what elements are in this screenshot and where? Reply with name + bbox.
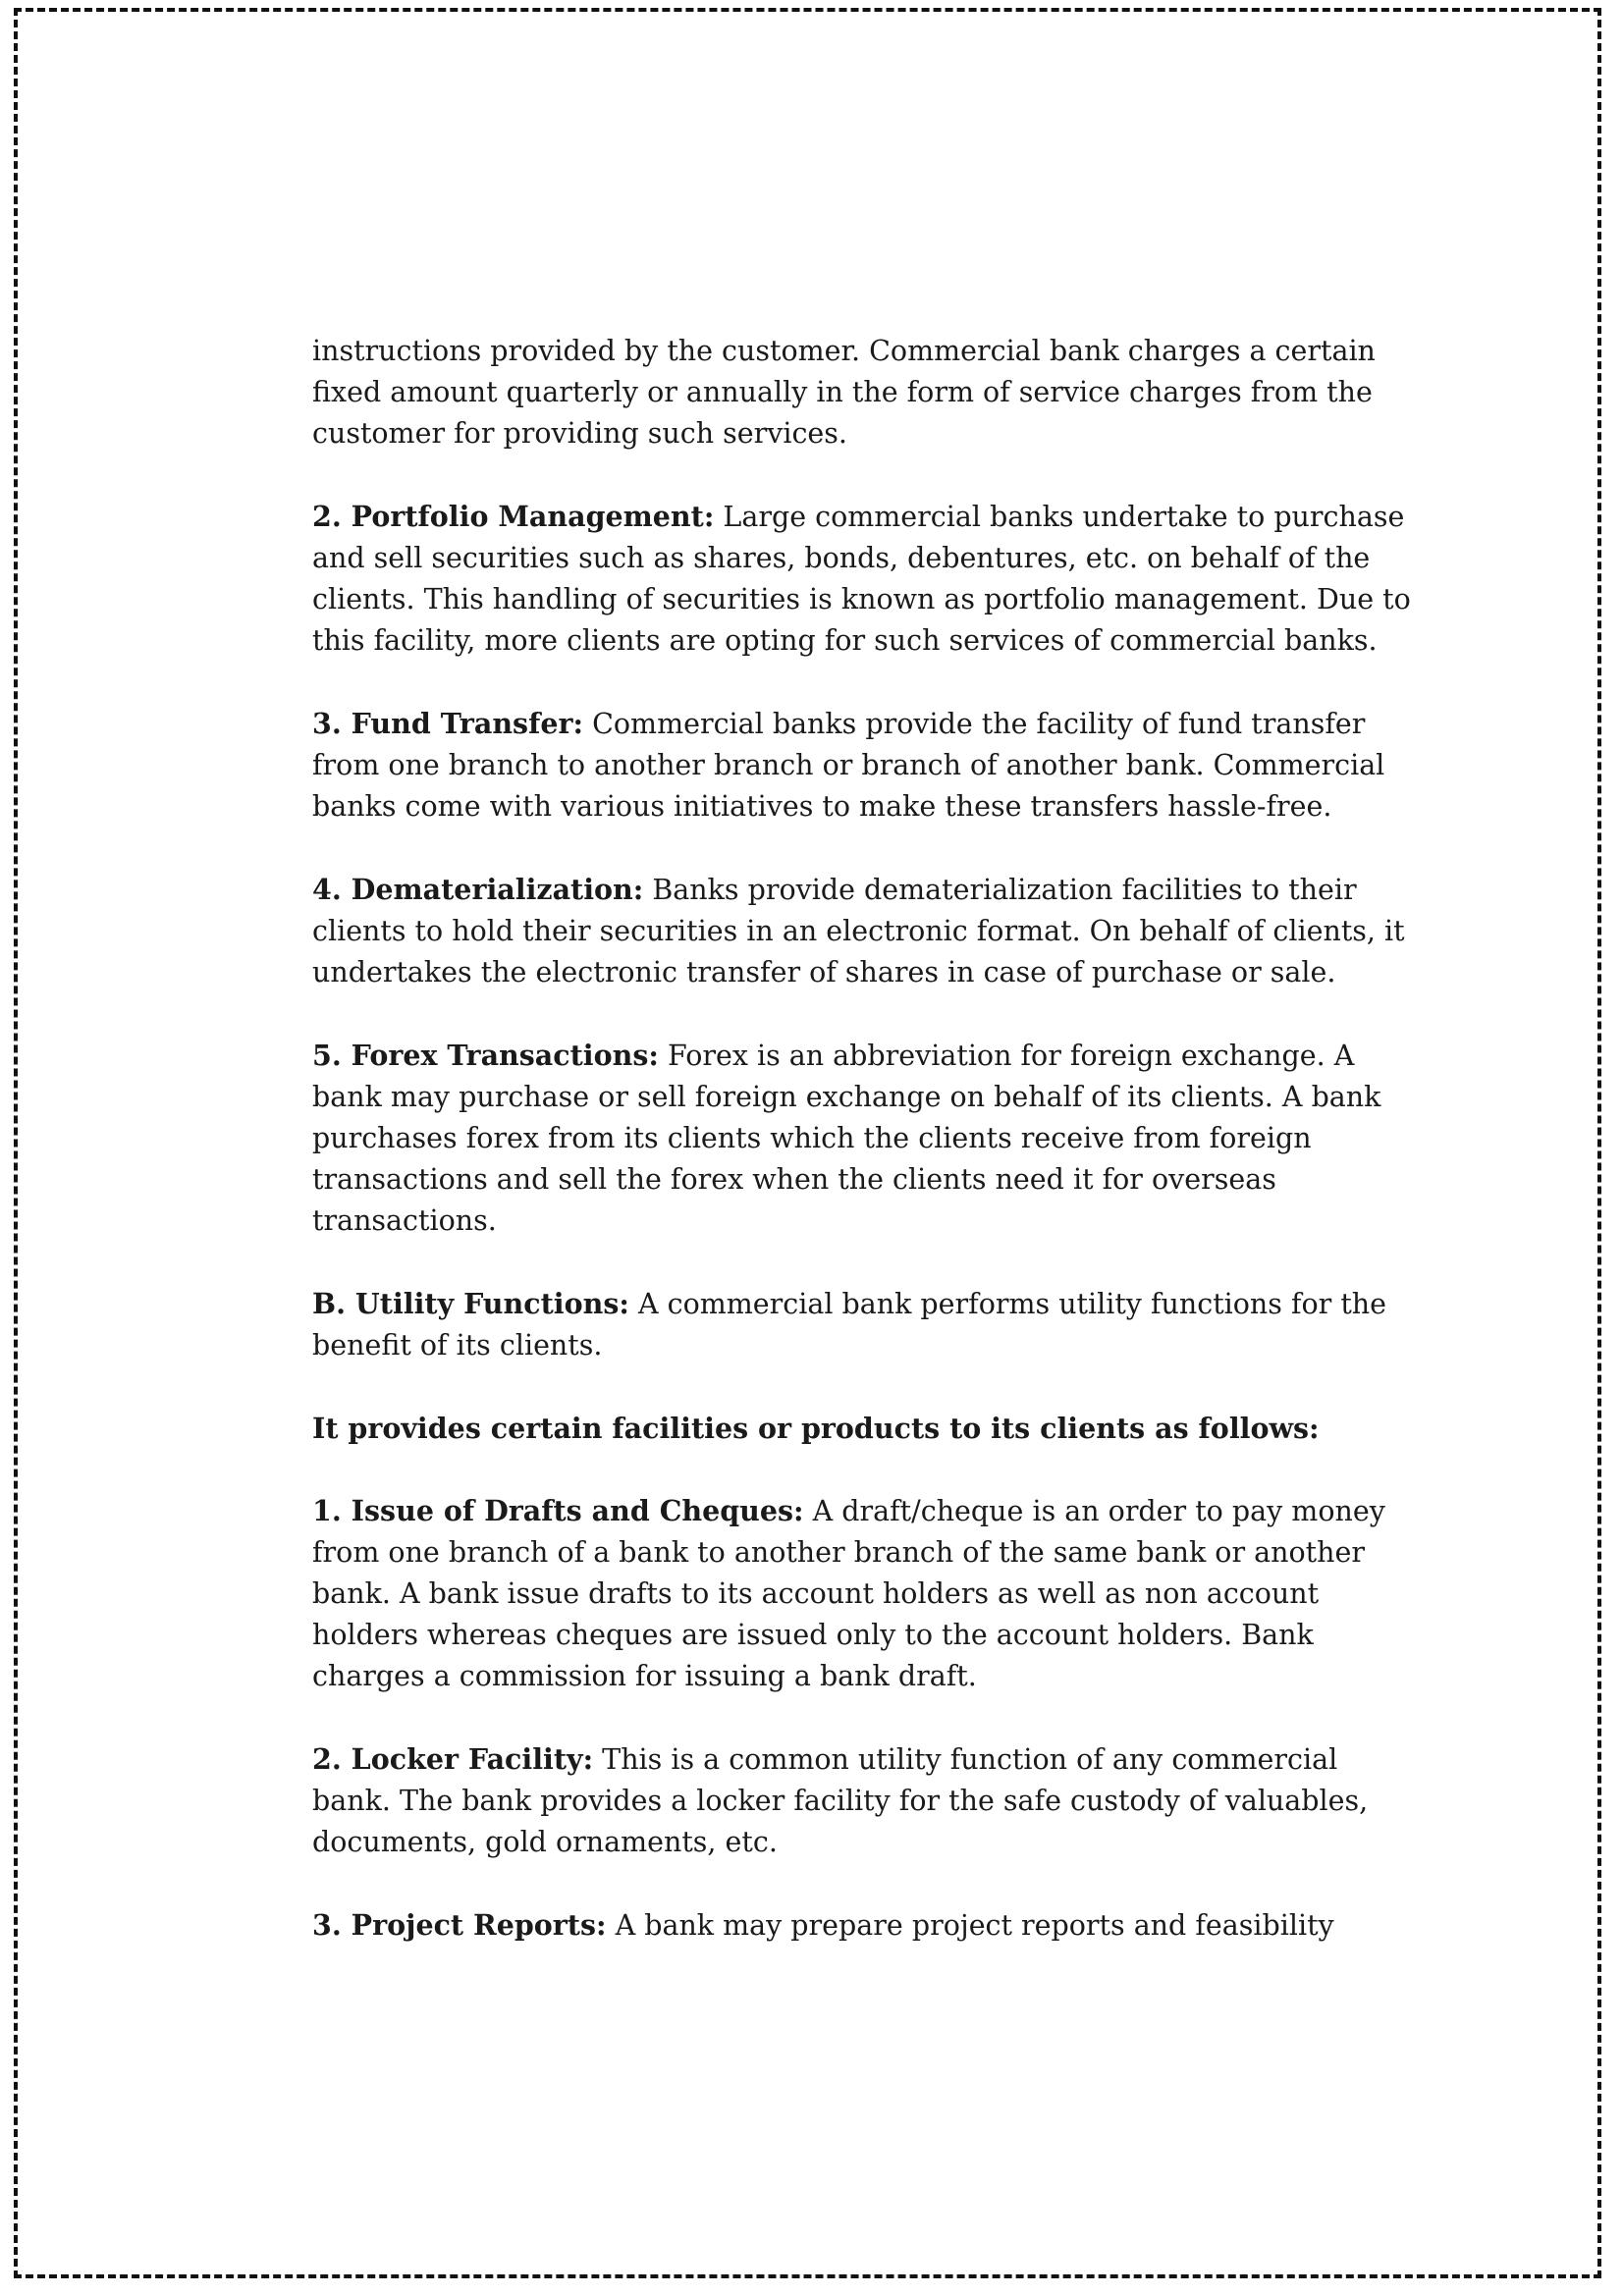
paragraph-service-charges (312, 331, 1412, 454)
paragraph-term: 3. Project Reports: (312, 1908, 607, 1942)
paragraph-dematerialization (312, 869, 1412, 993)
paragraph-project-reports (312, 1904, 1412, 1947)
document-body (312, 331, 1412, 1988)
paragraph-term: B. Utility Functions: (312, 1287, 629, 1320)
paragraph-forex-transactions (312, 1035, 1412, 1242)
paragraph-text: Commercial banks provide the facility of fund transfer from one branch to another branch or branch of another bank. Commercial banks come with various initiatives to make these transfers hassle-free. (312, 708, 1385, 823)
paragraph-term: 3. Fund Transfer: (312, 707, 584, 740)
paragraph-text: Forex is an abbreviation for foreign exchange. A bank may purchase or sell foreign exchange on behalf of its clients. A bank purchases forex from its clients which the clients receive from foreign transactions and sell the forex when the clients need it for overseas transactions. (312, 1040, 1381, 1237)
paragraph-term: 4. Dematerialization: (312, 873, 644, 906)
paragraph-text: instructions provided by the customer. Commercial bank charges a certain fixed amount quarterly or annually in the form of service charges from the customer for providing such services. (312, 335, 1376, 450)
paragraph-text: A bank may prepare project reports and feasibility (606, 1909, 1334, 1942)
paragraph-utility-functions (312, 1283, 1412, 1366)
paragraph-term: 1. Issue of Drafts and Cheques: (312, 1494, 804, 1527)
paragraph-term: 5. Forex Transactions: (312, 1039, 659, 1072)
paragraph-fund-transfer (312, 703, 1412, 828)
paragraph-drafts-and-cheques (312, 1490, 1412, 1697)
paragraph-text: A commercial bank performs utility functions for the benefit of its clients. (312, 1288, 1387, 1362)
section-heading-text: It provides certain facilities or products to its clients as follows: (312, 1412, 1320, 1445)
paragraph-term: 2. Portfolio Management: (312, 500, 715, 533)
paragraph-text: A draft/cheque is an order to pay money from one branch of a bank to another branch of the same bank or another bank. A bank issue drafts to its account holders as well as non account holders whereas cheques are issued only to the account holders. Bank charges a commission for issuing a bank draft. (312, 1495, 1385, 1692)
paragraph-text: Large commercial banks undertake to purchase and sell securities such as shares, bonds, debentures, etc. on behalf of the clients. This handling of securities is known as portfolio management. Due to this facility, more clients are opting for such services of commercial banks. (312, 501, 1411, 657)
paragraph-locker-facility (312, 1738, 1412, 1863)
section-heading (312, 1408, 1412, 1449)
paragraph-text: Banks provide dematerialization facilities to their clients to hold their securities in an electronic format. On behalf of clients, it undertakes the electronic transfer of shares in case of purchase or sale. (312, 874, 1405, 988)
paragraph-term: 2. Locker Facility: (312, 1742, 594, 1776)
paragraph-portfolio-management (312, 496, 1412, 662)
paragraph-text: This is a common utility function of any commercial bank. The bank provides a locker facility for the safe custody of valuables, documents, gold ornaments, etc. (312, 1743, 1369, 1858)
